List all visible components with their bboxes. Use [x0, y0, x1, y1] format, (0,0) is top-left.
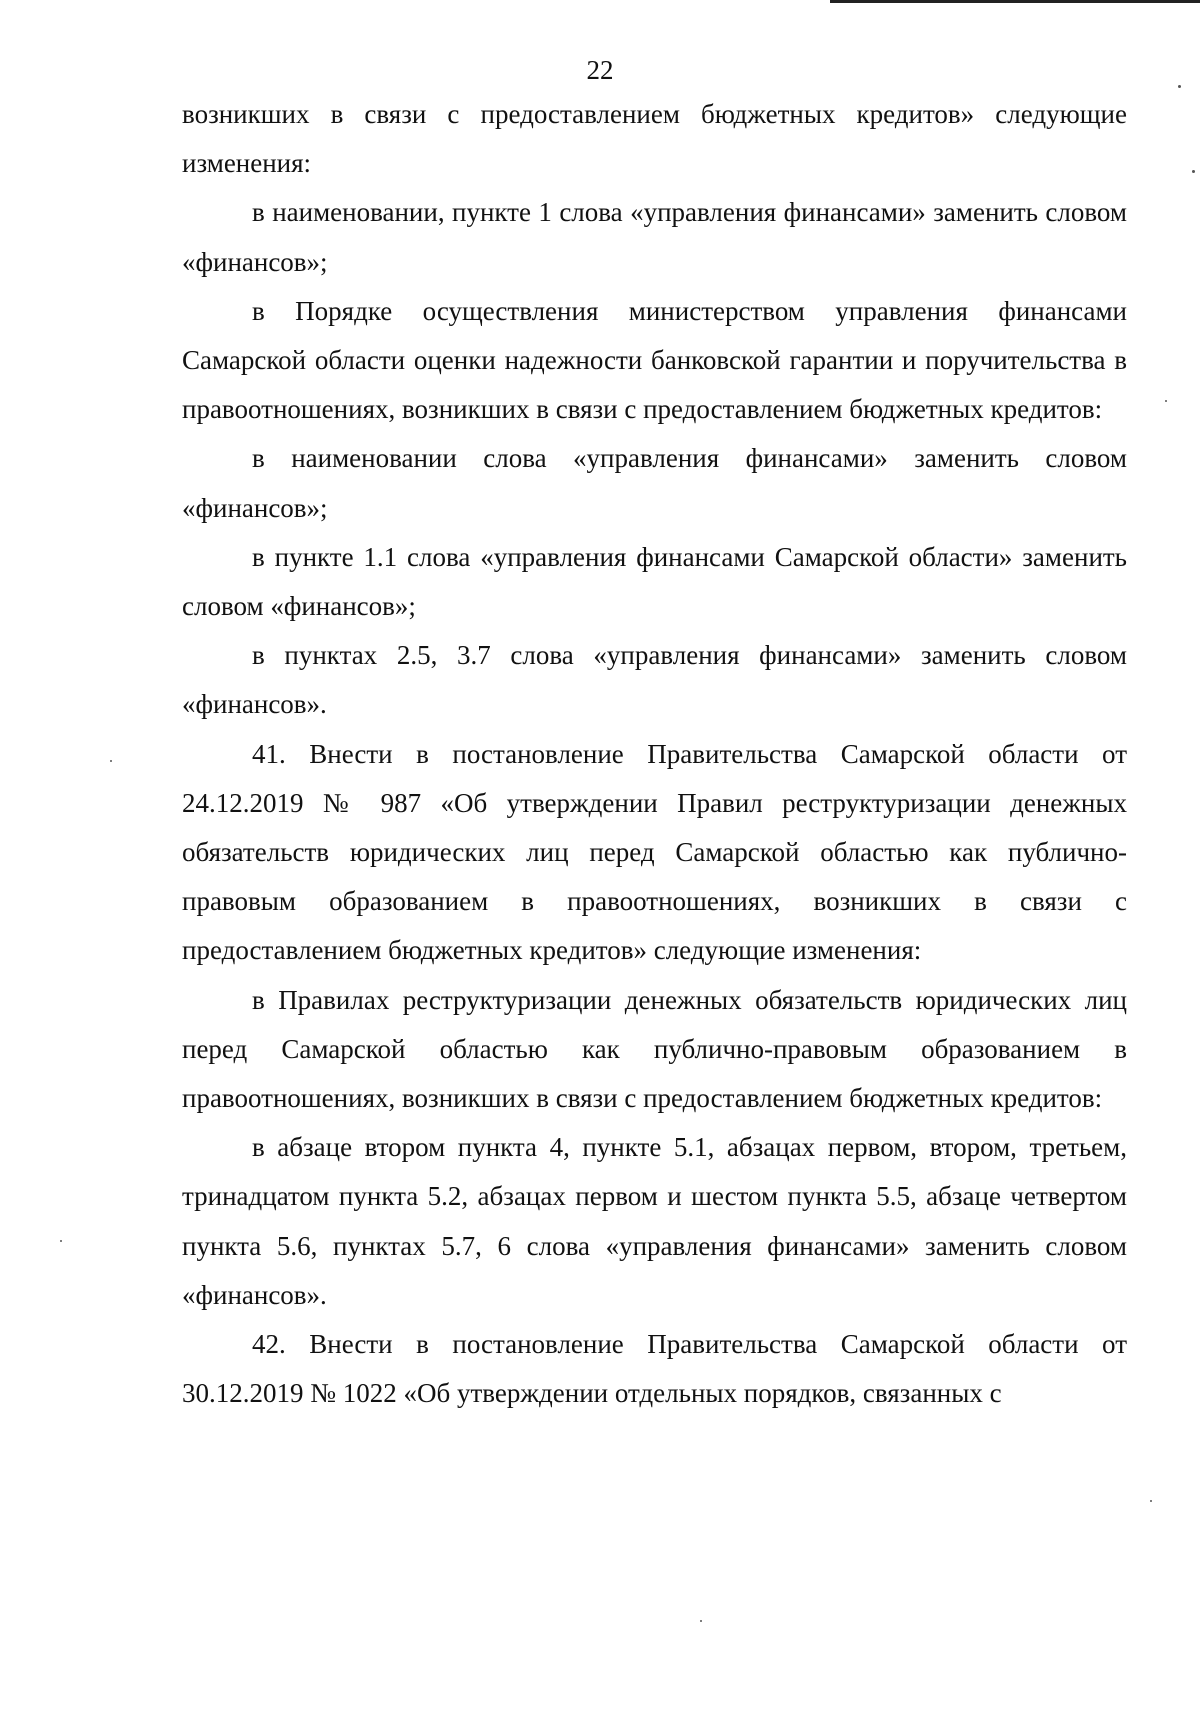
scan-speck [1178, 85, 1181, 88]
paragraph-item-41: 41. Внести в постановление Правительства Самарской области от 24.12.2019 № 987 «Об утверждении Правил реструктуризации денежных обязательств юридических лиц перед Самарской областью как публично-правовым образованием в правоотношениях, возникших в связи с предоставлением бюджетных кредитов» следующие изменения: [182, 738, 1127, 966]
paragraph: в пунктах 2.5, 3.7 слова «управления финансами» заменить словом «финансов». [182, 640, 1127, 720]
paragraph-continuation: возникших в связи с предоставлением бюджетных кредитов» следующие изменения: [182, 99, 1127, 179]
top-border-line [830, 0, 1200, 3]
scan-speck [60, 1240, 62, 1242]
paragraph: в наименовании слова «управления финансами» заменить словом «финансов»; [182, 443, 1127, 523]
scan-speck [1150, 1500, 1152, 1502]
paragraph: в пункте 1.1 слова «управления финансами Самарской области» заменить словом «финансов»; [182, 541, 1127, 622]
paragraph: в абзаце втором пункта 4, пункте 5.1, абзацах первом, втором, третьем, тринадцатом пункта 5.2, абзацах первом и шестом пункта 5.5, абзаце четвертом пункта 5.6, пунктах 5.7, 6 слова «управления финансами» заменить словом «финансов». [182, 1132, 1127, 1310]
document-body [182, 90, 1127, 1418]
page-number: 22 [586, 55, 614, 85]
paragraph: в наименовании, пункте 1 слова «управления финансами» заменить словом «финансов»; [182, 197, 1127, 277]
scan-speck [700, 1620, 702, 1622]
scan-speck [1192, 170, 1195, 173]
scan-speck [110, 760, 112, 762]
paragraph: в Порядке осуществления министерством управления финансами Самарской области оценки надежности банковской гарантии и поручительства в правоотношениях, возникших в связи с предоставлением бюджетных кредитов: [182, 295, 1127, 425]
paragraph: в Правилах реструктуризации денежных обязательств юридических лиц перед Самарской областью как публично-правовым образованием в правоотношениях, возникших в связи с предоставлением бюджетных кредитов: [182, 984, 1127, 1114]
paragraph-item-42: 42. Внести в постановление Правительства Самарской области от 30.12.2019 № 1022 «Об утверждении отдельных порядков, связанных с [182, 1329, 1127, 1409]
scan-speck [1165, 400, 1167, 402]
